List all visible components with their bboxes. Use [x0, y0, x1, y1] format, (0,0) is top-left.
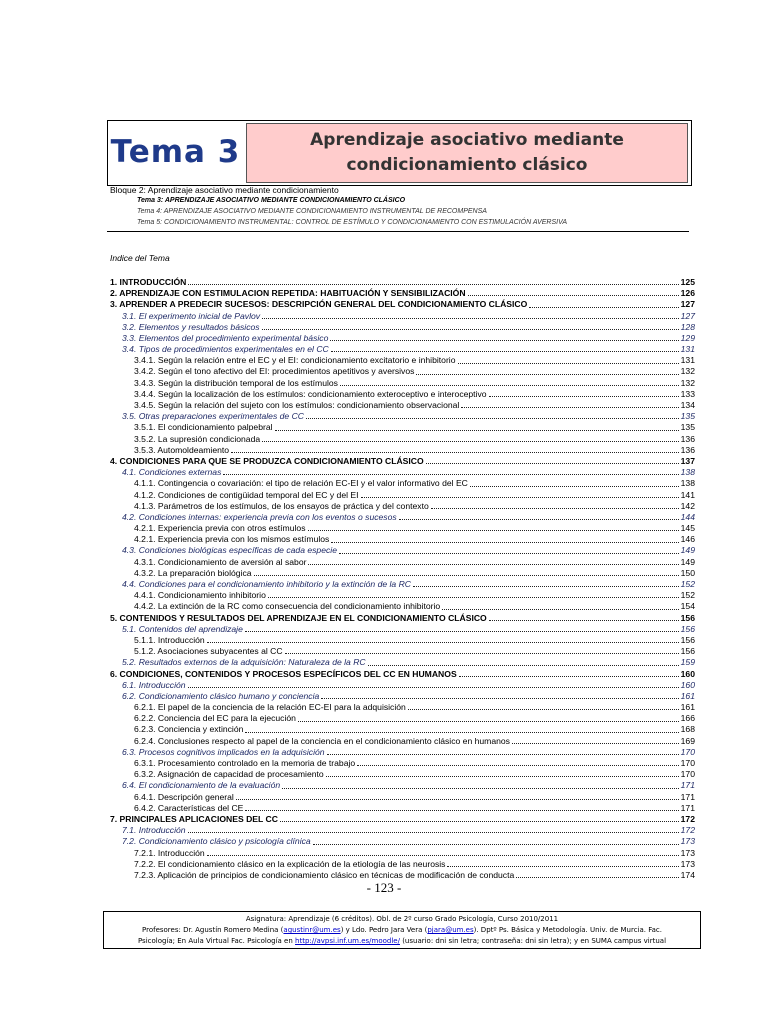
toc-entry[interactable]: [110, 747, 695, 758]
toc-entry-page: 129: [680, 332, 695, 343]
toc-entry-title: 7.2.3. Aplicación de principios de condicionamiento clásico en técnicas de modificación de conducta: [134, 869, 515, 880]
toc-entry-title: 7.2. Condicionamiento clásico y psicología clínica: [122, 836, 311, 847]
toc-entry[interactable]: [110, 546, 695, 557]
toc-entry-title: 4.1.2. Condiciones de contigüidad temporal del EC y del EI: [134, 489, 359, 500]
toc-entry-title: 5.1.1. Introducción: [134, 634, 205, 645]
toc-entry[interactable]: [110, 836, 695, 847]
toc-entry-title: 3.1. El experimento inicial de Pavlov: [122, 310, 261, 321]
toc-dot-leader: [188, 686, 679, 688]
footer-dept-text: ). Dptº Ps. Básica y Metodología. Univ. de Murcia. Fac.: [473, 926, 662, 934]
footer-line2: [104, 925, 700, 936]
toc-entry-page: 159: [680, 657, 695, 668]
toc-entry-title: 6.2.4. Conclusiones respecto al papel de la conciencia en el condicionamiento clásico en humanos: [134, 735, 510, 746]
toc-entry-page: 172: [680, 825, 695, 836]
toc-entry-title: 4. CONDICIONES PARA QUE SE PRODUZCA CONDICIONAMIENTO CLÁSICO: [110, 455, 424, 466]
toc-entry-title: 6.3.1. Procesamiento controlado en la memoria de trabajo: [134, 758, 356, 769]
toc-dot-leader: [442, 608, 678, 610]
toc-entry-title: 3.2. Elementos y resultados básicos: [122, 321, 260, 332]
toc-entry-page: 174: [680, 869, 695, 880]
toc-entry-page: 173: [680, 858, 695, 869]
toc-entry-page: 131: [680, 344, 695, 355]
toc-dot-leader: [516, 876, 678, 878]
toc-entry-title: 6.2.1. El papel de la conciencia de la relación EC-EI para la adquisición: [134, 702, 406, 713]
toc-entry-title: 6.2. Condicionamiento clásico humano y conciencia: [122, 690, 320, 701]
toc-entry-title: 6.4.1. Descripción general: [134, 791, 234, 802]
toc-entry-title: 4.4.2. La extinción de la RC como consecuencia del condicionamiento inhibitorio: [134, 601, 441, 612]
toc-entry-page: 150: [680, 567, 695, 578]
toc-entry-title: 3.4.2. Según el tono afectivo del EI: procedimientos apetitivos y aversivos: [134, 366, 415, 377]
index-label: Indice del Tema: [110, 253, 170, 263]
bloque-sub-tema5: Tema 5: CONDICIONAMIENTO INSTRUMENTAL: CONTROL DE ESTÍMULO Y CONDICIONAMIENTO CON ESTIMULACIÓN AVERSIVA: [137, 219, 568, 226]
toc-entry[interactable]: [110, 635, 695, 646]
toc-entry-page: 152: [680, 590, 695, 601]
toc-entry-title: 3.4.4. Según la localización de los estímulos: condicionamiento exteroceptivo e interoceptivo: [134, 388, 487, 399]
toc-dot-leader: [282, 787, 679, 789]
toc-entry-title: 3.5.1. El condicionamiento palpebral: [134, 422, 273, 433]
toc-entry-page: 170: [680, 769, 695, 780]
toc-dot-leader: [188, 283, 678, 285]
toc-entry[interactable]: [110, 859, 695, 870]
toc-entry-page: 149: [680, 545, 695, 556]
toc-dot-leader: [285, 652, 679, 654]
toc-entry[interactable]: [110, 691, 695, 702]
toc-entry-page: 152: [680, 579, 695, 590]
footer-line3: [104, 936, 700, 947]
toc-dot-leader: [262, 440, 679, 442]
toc-dot-leader: [458, 362, 679, 364]
footer-professors-mid: ) y Ldo. Pedro Jara Vera (: [340, 926, 428, 934]
bloque-title: Bloque 2: Aprendizaje asociativo mediante condicionamiento: [110, 185, 339, 195]
toc-entry[interactable]: [110, 434, 695, 445]
chapter-title-box: [246, 123, 688, 183]
toc-entry[interactable]: [110, 657, 695, 668]
toc-dot-leader: [368, 664, 679, 666]
toc-entry-page: 126: [680, 288, 695, 299]
toc-entry-page: 127: [680, 310, 695, 321]
toc-entry[interactable]: [110, 367, 695, 378]
toc-entry[interactable]: [110, 288, 695, 299]
toc-entry[interactable]: [110, 478, 695, 489]
toc-dot-leader: [447, 865, 678, 867]
toc-entry[interactable]: [110, 557, 695, 568]
toc-entry[interactable]: [110, 601, 695, 612]
toc-entry-page: 171: [680, 802, 695, 813]
toc-entry[interactable]: [110, 613, 695, 624]
toc-dot-leader: [231, 451, 679, 453]
toc-entry-title: 4.2.1. Experiencia previa con los mismos estímulos: [134, 534, 330, 545]
toc-entry-title: 4.2.1. Experiencia previa con otros estímulos: [134, 523, 306, 534]
toc-entry-title: 4.2. Condiciones internas: experiencia previa con los eventos o sucesos: [122, 511, 397, 522]
toc-dot-leader: [298, 720, 679, 722]
toc-entry-page: 171: [680, 780, 695, 791]
toc-entry-title: 6. CONDICIONES, CONTENIDOS Y PROCESOS ESPECÍFICOS DEL CC EN HUMANOS: [110, 668, 457, 679]
toc-entry-title: 6.4. El condicionamiento de la evaluación: [122, 780, 281, 791]
toc-entry[interactable]: [110, 680, 695, 691]
toc-entry[interactable]: [110, 400, 695, 411]
toc-dot-leader: [308, 563, 678, 565]
toc-entry-page: 146: [680, 534, 695, 545]
toc-entry-page: 149: [680, 556, 695, 567]
toc-dot-leader: [331, 350, 679, 352]
toc-dot-leader: [245, 630, 679, 632]
footer-professors-text: Profesores: Dr. Agustín Romero Medina (: [142, 926, 284, 934]
toc-dot-leader: [188, 831, 679, 833]
chapter-header: [107, 120, 692, 186]
toc-entry-page: 170: [680, 758, 695, 769]
table-of-contents: [110, 277, 695, 881]
toc-entry[interactable]: [110, 803, 695, 814]
toc-entry-title: 2. APRENDIZAJE CON ESTIMULACION REPETIDA: HABITUACIÓN Y SENSIBILIZACIÓN: [110, 288, 466, 299]
toc-entry[interactable]: [110, 624, 695, 635]
toc-dot-leader: [413, 585, 679, 587]
toc-entry-page: 136: [680, 433, 695, 444]
toc-dot-leader: [529, 306, 678, 308]
toc-dot-leader: [331, 541, 678, 543]
toc-entry-page: 132: [680, 377, 695, 388]
toc-entry-title: 6.1. Introducción: [122, 679, 186, 690]
toc-entry[interactable]: [110, 590, 695, 601]
toc-entry-page: 141: [680, 489, 695, 500]
toc-entry[interactable]: [110, 825, 695, 836]
toc-entry[interactable]: [110, 579, 695, 590]
toc-entry-page: 156: [680, 646, 695, 657]
divider: [107, 231, 689, 232]
toc-entry[interactable]: [110, 646, 695, 657]
toc-entry-title: 3.5.2. La supresión condicionada: [134, 433, 261, 444]
footer-virtual-text: Psicología; En Aula Virtual Fac. Psicología en: [137, 937, 296, 945]
toc-dot-leader: [340, 384, 679, 386]
toc-entry-title: 4.4.1. Condicionamiento inhibitorio: [134, 590, 266, 601]
toc-entry[interactable]: [110, 456, 695, 467]
toc-entry-title: 7.2.1. Introducción: [134, 847, 205, 858]
footer-line1: Asignatura: Aprendizaje (6 créditos). Obl. de 2º curso Grado Psicología, Curso 2010/2011: [245, 915, 559, 923]
toc-entry-title: 5. CONTENIDOS Y RESULTADOS DEL APRENDIZAJE EN EL CONDICIONAMIENTO CLÁSICO: [110, 612, 487, 623]
toc-entry-page: 171: [680, 791, 695, 802]
toc-entry[interactable]: [110, 814, 695, 825]
footer-credentials-text: (usuario: dni sin letra; contraseña: dni sin letra); y en SUMA campus virtual: [399, 937, 667, 945]
toc-entry[interactable]: [110, 277, 695, 288]
toc-dot-leader: [223, 473, 678, 475]
toc-dot-leader: [470, 485, 679, 487]
toc-entry-title: 6.3.2. Asignación de capacidad de procesamiento: [134, 769, 324, 780]
toc-entry[interactable]: [110, 389, 695, 400]
toc-entry[interactable]: [110, 467, 695, 478]
toc-entry[interactable]: [110, 445, 695, 456]
toc-entry[interactable]: [110, 299, 695, 310]
toc-entry-title: 3.3. Elementos del procedimiento experimental básico: [122, 332, 329, 343]
toc-entry-title: 6.4.2. Características del CE: [134, 802, 244, 813]
toc-dot-leader: [489, 619, 679, 621]
toc-entry-page: 173: [680, 836, 695, 847]
toc-dot-leader: [489, 395, 679, 397]
toc-dot-leader: [327, 753, 679, 755]
toc-entry-title: 3.4.1. Según la relación entre el EC y el EI: condicionamiento excitatorio e inhibitorio: [134, 355, 456, 366]
toc-entry[interactable]: [110, 411, 695, 422]
toc-dot-leader: [268, 596, 679, 598]
toc-dot-leader: [245, 809, 678, 811]
toc-entry-page: 173: [680, 847, 695, 858]
toc-entry[interactable]: [110, 713, 695, 724]
toc-entry-page: 160: [680, 668, 695, 679]
toc-entry-page: 136: [680, 444, 695, 455]
toc-entry-title: 4.3. Condiciones biológicas específicas de cada especie: [122, 545, 337, 556]
toc-entry-page: 132: [680, 366, 695, 377]
toc-dot-leader: [280, 820, 679, 822]
toc-entry-page: 156: [680, 612, 695, 623]
toc-entry-page: 156: [680, 623, 695, 634]
toc-entry-title: 3. APRENDER A PREDECIR SUCESOS: DESCRIPCIÓN GENERAL DEL CONDICIONAMIENTO CLÁSICO: [110, 299, 528, 310]
toc-entry-title: 7. PRINCIPALES APLICACIONES DEL CC: [110, 813, 278, 824]
toc-entry[interactable]: [110, 355, 695, 366]
toc-entry[interactable]: [110, 490, 695, 501]
toc-dot-leader: [275, 429, 679, 431]
toc-dot-leader: [313, 843, 679, 845]
toc-entry-page: 156: [680, 634, 695, 645]
toc-dot-leader: [361, 496, 679, 498]
toc-entry-page: 125: [680, 276, 695, 287]
toc-entry[interactable]: [110, 333, 695, 344]
toc-entry-title: 3.4.3. Según la distribución temporal de los estímulos: [134, 377, 338, 388]
toc-entry[interactable]: [110, 702, 695, 713]
toc-entry-title: 5.2. Resultados externos de la adquisición: Naturaleza de la RC: [122, 657, 366, 668]
toc-entry-page: 135: [680, 411, 695, 422]
toc-entry-title: 1. INTRODUCCIÓN: [110, 276, 187, 287]
toc-dot-leader: [207, 641, 679, 643]
chapter-label: Tema 3: [110, 134, 241, 170]
chapter-title-line1: Aprendizaje asociativo mediante: [310, 130, 624, 150]
toc-dot-leader: [459, 675, 679, 677]
toc-entry[interactable]: [110, 501, 695, 512]
toc-entry-title: 6.2.3. Conciencia y extinción: [134, 724, 244, 735]
toc-dot-leader: [236, 798, 679, 800]
toc-entry-title: 4.1.3. Parámetros de los estímulos, de los ensayos de práctica y del contexto: [134, 500, 429, 511]
toc-dot-leader: [254, 574, 679, 576]
toc-entry-title: 4.3.2. La preparación biológica: [134, 567, 252, 578]
toc-entry[interactable]: [110, 523, 695, 534]
toc-entry-page: 160: [680, 679, 695, 690]
toc-dot-leader: [306, 417, 679, 419]
page-number: - 123 -: [366, 880, 402, 895]
toc-entry-title: 4.3.1. Condicionamiento de aversión al sabor: [134, 556, 307, 567]
toc-dot-leader: [308, 529, 679, 531]
toc-entry-page: 138: [680, 478, 695, 489]
toc-entry-page: 137: [680, 455, 695, 466]
toc-entry-title: 4.1. Condiciones externas: [122, 467, 222, 478]
toc-entry[interactable]: [110, 568, 695, 579]
toc-entry-page: 138: [680, 467, 695, 478]
toc-dot-leader: [431, 507, 679, 509]
toc-entry-page: 161: [680, 702, 695, 713]
toc-dot-leader: [245, 731, 678, 733]
toc-entry-page: 135: [680, 422, 695, 433]
toc-dot-leader: [408, 708, 679, 710]
toc-entry-title: 6.3. Procesos cognitivos implicados en la adquisición: [122, 746, 325, 757]
toc-entry-title: 7.2.2. El condicionamiento clásico en la explicación de la etiología de las neurosis: [134, 858, 446, 869]
toc-entry[interactable]: [110, 512, 695, 523]
toc-entry-page: 154: [680, 601, 695, 612]
toc-entry-title: 4.1.1. Contingencia o covariación: el tipo de relación EC-EI y el valor informativo del EC: [134, 478, 468, 489]
toc-entry-title: 5.1. Contenidos del aprendizaje: [122, 623, 243, 634]
toc-entry[interactable]: [110, 758, 695, 769]
toc-entry[interactable]: [110, 769, 695, 780]
toc-dot-leader: [262, 328, 679, 330]
toc-dot-leader: [426, 462, 679, 464]
toc-entry[interactable]: [110, 848, 695, 859]
toc-dot-leader: [339, 552, 679, 554]
toc-entry-page: 133: [680, 388, 695, 399]
toc-entry[interactable]: [110, 311, 695, 322]
footer-box: [103, 911, 701, 949]
toc-entry[interactable]: [110, 378, 695, 389]
toc-dot-leader: [330, 339, 678, 341]
toc-entry-title: 5.1.2. Asociaciones subyacentes al CC: [134, 646, 283, 657]
toc-dot-leader: [512, 742, 679, 744]
bloque-sub-tema4: Tema 4: APRENDIZAJE ASOCIATIVO MEDIANTE CONDICIONAMIENTO INSTRUMENTAL DE RECOMPENSA: [137, 208, 487, 215]
toc-entry-page: 168: [680, 724, 695, 735]
toc-entry-title: 4.4. Condiciones para el condicionamiento inhibitorio y la extinción de la RC: [122, 579, 412, 590]
toc-entry[interactable]: [110, 422, 695, 433]
toc-dot-leader: [357, 764, 678, 766]
toc-dot-leader: [399, 518, 679, 520]
toc-entry-page: 131: [680, 355, 695, 366]
toc-entry-page: 161: [680, 690, 695, 701]
toc-entry-title: 3.5. Otras preparaciones experimentales de CC: [122, 411, 304, 422]
toc-entry-page: 127: [680, 299, 695, 310]
toc-entry-title: 3.4. Tipos de procedimientos experimentales en el CC: [122, 344, 329, 355]
chapter-title-line2: condicionamiento clásico: [346, 155, 588, 175]
toc-entry-page: 145: [680, 523, 695, 534]
toc-dot-leader: [207, 854, 679, 856]
toc-entry-title: 7.1. Introducción: [122, 825, 186, 836]
toc-entry-page: 134: [680, 400, 695, 411]
toc-dot-leader: [262, 317, 679, 319]
toc-entry-page: 172: [680, 813, 695, 824]
toc-entry[interactable]: [110, 322, 695, 333]
toc-dot-leader: [468, 294, 679, 296]
toc-entry[interactable]: [110, 534, 695, 545]
toc-entry-page: 169: [680, 735, 695, 746]
toc-entry[interactable]: [110, 736, 695, 747]
email-link-agustin[interactable]: agustinr@um.es: [283, 926, 341, 934]
toc-dot-leader: [416, 373, 678, 375]
toc-entry[interactable]: [110, 780, 695, 791]
toc-entry-title: 3.4.5. Según la relación del sujeto con los estímulos: condicionamiento observacional: [134, 400, 460, 411]
toc-dot-leader: [461, 406, 678, 408]
toc-entry[interactable]: [110, 344, 695, 355]
bloque-sub-tema3: Tema 3: APRENDIZAJE ASOCIATIVO MEDIANTE CONDICIONAMIENTO CLÁSICO: [137, 197, 406, 204]
toc-entry-page: 142: [680, 500, 695, 511]
moodle-link[interactable]: http://avpsi.inf.um.es/moodle/: [295, 937, 400, 945]
toc-entry-page: 166: [680, 713, 695, 724]
toc-entry-title: 6.2.2. Conciencia del EC para la ejecución: [134, 713, 296, 724]
toc-entry[interactable]: [110, 725, 695, 736]
toc-dot-leader: [326, 775, 679, 777]
toc-entry[interactable]: [110, 792, 695, 803]
toc-entry-page: 144: [680, 511, 695, 522]
toc-entry-page: 170: [680, 746, 695, 757]
toc-dot-leader: [321, 697, 678, 699]
email-link-pedro[interactable]: pjara@um.es: [427, 926, 474, 934]
toc-entry[interactable]: [110, 669, 695, 680]
toc-entry-page: 128: [680, 321, 695, 332]
toc-entry-title: 3.5.3. Automoldeamiento: [134, 444, 230, 455]
